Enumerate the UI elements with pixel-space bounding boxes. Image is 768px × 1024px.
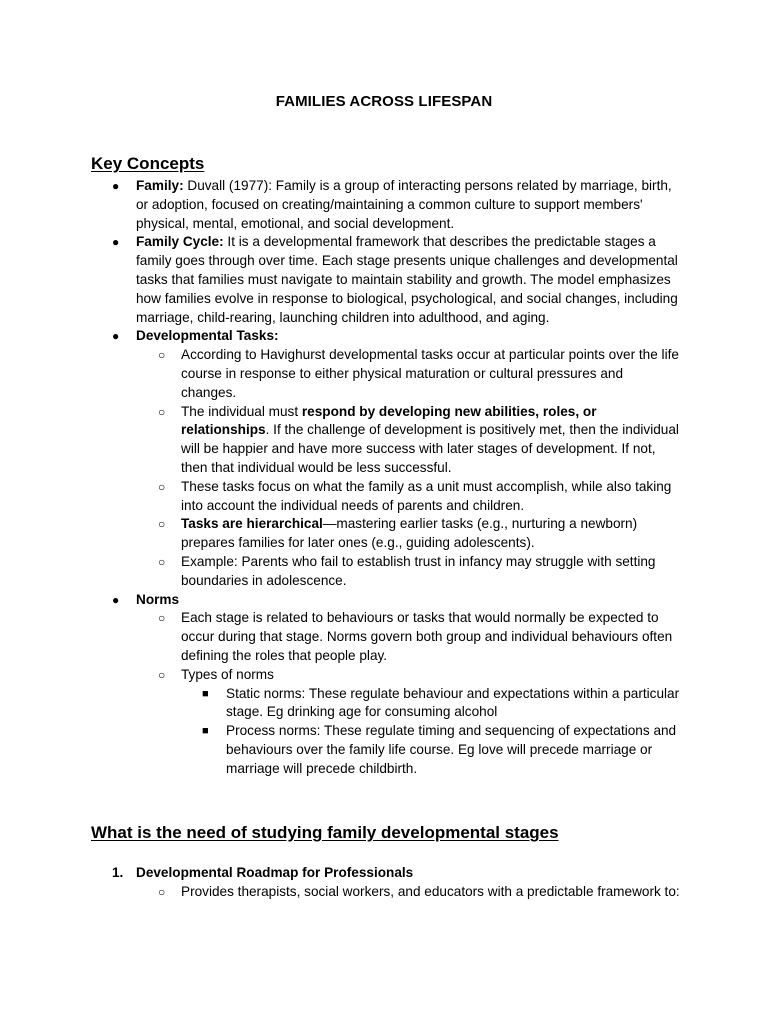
subsubitem-text: Process norms: These regulate timing and sequencing of expectations and behaviours over the family life course. Eg love will precede marriage or marriage will precede childbirth.	[226, 723, 677, 776]
subitem-text: Types of norms	[181, 666, 274, 682]
circle-marker: ○	[158, 554, 166, 569]
bullet-marker: ●	[112, 235, 120, 250]
list-item-havighurst	[0, 346, 768, 402]
list-item-family-unit	[0, 478, 768, 516]
circle-marker: ○	[158, 348, 166, 363]
bullet-marker: ●	[112, 592, 120, 607]
list-item-static-norms	[0, 685, 768, 723]
bullet-marker: ●	[112, 329, 120, 344]
section-heading-key-concepts: Key Concepts	[91, 154, 205, 173]
subitem-text: Provides therapists, social workers, and educators with a predictable framework to:	[181, 883, 680, 899]
list-item-hierarchical	[0, 515, 768, 553]
document-title: FAMILIES ACROSS LIFESPAN	[275, 93, 493, 110]
term-family: Family:	[136, 178, 184, 193]
circle-marker: ○	[158, 884, 166, 899]
square-marker: ■	[202, 687, 209, 700]
subitem-text: According to Havighurst developmental tasks occur at particular points over the life course in response to either physical maturation or cultural pressures and changes.	[181, 347, 679, 400]
numbered-list	[0, 864, 768, 902]
subsubitem-text: Static norms: These regulate behaviour and expectations within a particular stage. Eg drinking age for consuming alcohol	[226, 685, 680, 720]
circle-marker: ○	[158, 479, 166, 494]
subitem-text-post: . If the challenge of development is positively met, then the individual will be happier and have more success with later stages of development. If not, then that individual would be less successful.	[181, 422, 679, 475]
subitem-text: Each stage is related to behaviours or tasks that would normally be expected to occur during that stage. Norms govern both group and individual behaviours often defining the roles that people play.	[181, 610, 673, 663]
term-developmental-tasks: Developmental Tasks:	[136, 328, 279, 344]
list-item-norms	[0, 591, 768, 610]
section-heading-need-of-studying: What is the need of studying family developmental stages	[91, 823, 559, 842]
circle-marker: ○	[158, 404, 166, 419]
subitem-text: These tasks focus on what the family as a unit must accomplish, while also taking into account the individual needs of parents and children.	[181, 478, 672, 513]
numbered-item-title: Developmental Roadmap for Professionals	[136, 865, 414, 880]
item-number: 1.	[112, 865, 124, 880]
definition-family-cycle: It is a developmental framework that describes the predictable stages a family goes through over time. Each stage presents unique challenges and developmental tasks that families must navigate to maintain stability and growth. The model emphasizes how families evolve in response to biological, psychological, and social changes, including marriage, child-rearing, launching children into adulthood, and aging.	[136, 234, 678, 325]
subitem-text-pre: The individual must	[181, 403, 302, 419]
subitem-text-bold: Tasks are hierarchical	[181, 516, 323, 532]
square-marker: ■	[202, 725, 209, 738]
numbered-item-roadmap	[0, 864, 768, 883]
term-family-cycle: Family Cycle:	[136, 234, 224, 250]
term-norms: Norms	[136, 591, 180, 607]
list-item-provides	[0, 883, 768, 902]
key-concepts-list	[0, 177, 768, 779]
list-item-example	[0, 553, 768, 591]
circle-marker: ○	[158, 517, 166, 532]
list-item-individual-must	[0, 403, 768, 478]
list-item-family-cycle	[0, 233, 768, 327]
circle-marker: ○	[158, 611, 166, 626]
list-item-family	[0, 177, 768, 233]
bullet-marker: ●	[112, 179, 120, 193]
list-item-developmental-tasks	[0, 327, 768, 346]
definition-family: Duvall (1977): Family is a group of interacting persons related by marriage, birth, or adoption, focused on creating/maintaining a common culture to support members' physical, mental, emotional, and social development.	[136, 178, 672, 231]
subitem-text-bold: respond by developing new abilities, roles, or relationships	[181, 403, 597, 438]
subitem-text-post: —mastering earlier tasks (e.g., nurturing a newborn) prepares families for later ones (e.g., guiding adolescents).	[181, 516, 638, 551]
subitem-text: Example: Parents who fail to establish trust in infancy may struggle with setting boundaries in adolescence.	[181, 553, 656, 588]
circle-marker: ○	[158, 667, 166, 682]
list-item-types-of-norms	[0, 666, 768, 685]
list-item-process-norms	[0, 722, 768, 778]
list-item-each-stage	[0, 609, 768, 665]
